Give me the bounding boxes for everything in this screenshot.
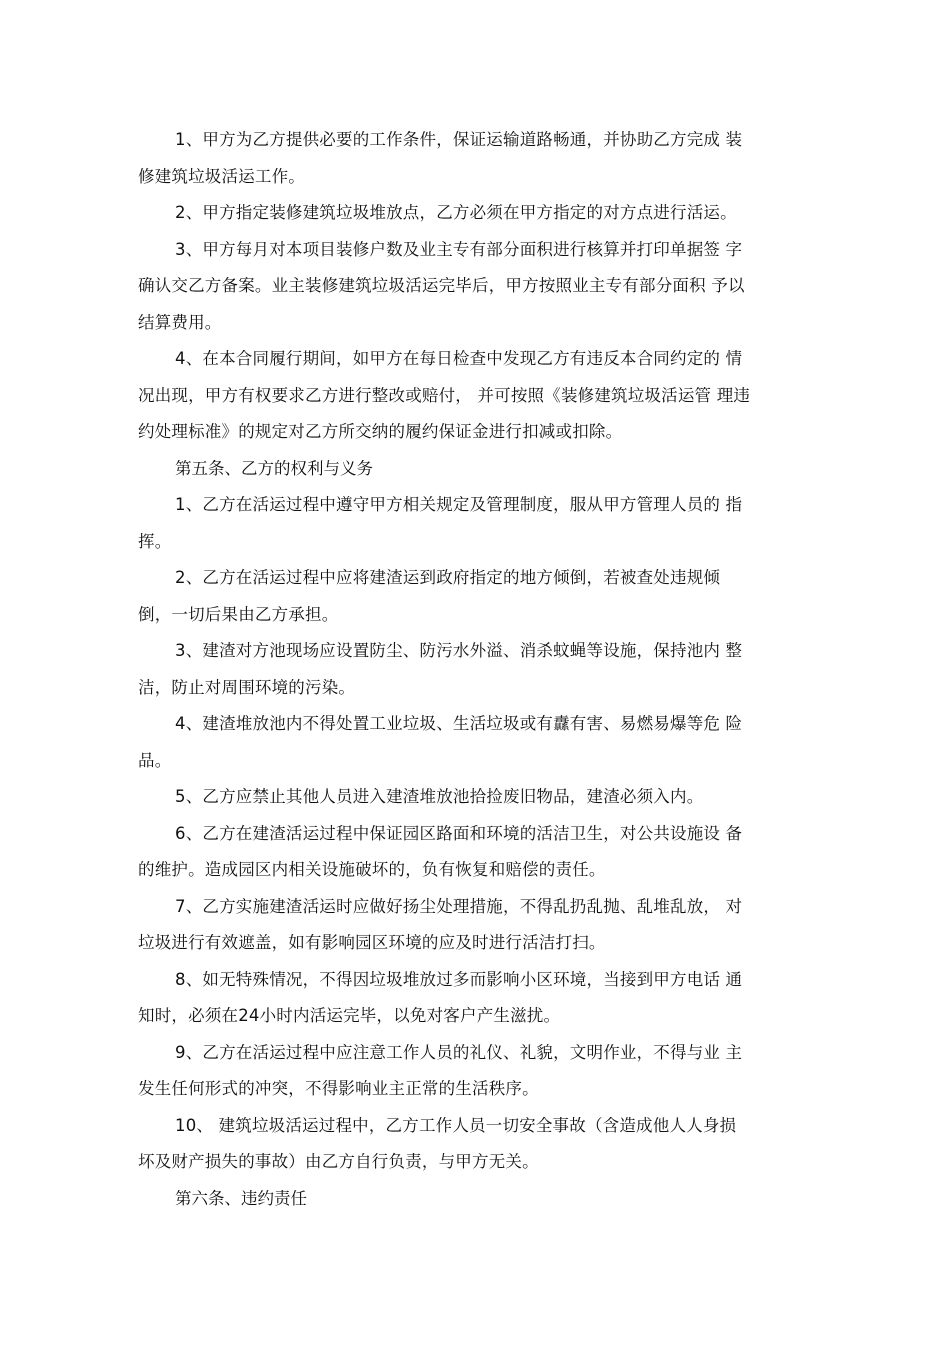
text-line: 2、乙方在活运过程中应将建渣运到政府指定的地方倾倒，若被查处违规倾 — [175, 568, 721, 587]
clause-paragraph — [138, 633, 803, 706]
text-line: 坏及财产损失的事故）由乙方自行负责，与甲方无关。 — [138, 1152, 539, 1171]
clause-paragraph — [138, 195, 803, 232]
clause-paragraph — [138, 962, 803, 1035]
clause-paragraph — [138, 779, 803, 816]
clause-paragraph — [138, 487, 803, 560]
text-line: 垃圾进行有效遮盖，如有影响园区环境的应及时进行活洁打扫。 — [138, 933, 606, 952]
text-line: 4、建渣堆放池内不得处置工业垃圾、生活垃圾或有纛有害、易燃易爆等危 险 — [175, 714, 743, 733]
text-line: 6、乙方在建渣活运过程中保证园区路面和环境的活洁卫生，对公共设施设 备 — [175, 823, 743, 843]
text-line: 2、甲方指定装修建筑垃圾堆放点，乙方必须在甲方指定的对方点进行活运。 — [175, 203, 737, 222]
clause-paragraph — [138, 232, 803, 342]
clause-paragraph — [138, 889, 803, 962]
section-heading — [138, 1181, 803, 1218]
clause-paragraph — [138, 816, 803, 889]
text-line: 3、建渣对方池现场应设置防尘、防污水外溢、消杀蚊蝇等设施，保持池内 整 — [175, 641, 743, 660]
text-line: 1、甲方为乙方提供必要的工作条件，保证运输道路畅通，并协助乙方完成 装 — [175, 130, 743, 149]
section-heading — [138, 451, 803, 488]
document-body — [138, 122, 803, 1217]
text-line: 第六条、违约责任 — [175, 1188, 307, 1208]
text-line: 7、乙方实施建渣活运时应做好扬尘处理措施，不得乱扔乱抛、乱堆乱放， 对 — [175, 896, 743, 916]
text-line: 1、乙方在活运过程中遵守甲方相关规定及管理制度，服从甲方管理人员的 指 — [175, 495, 743, 514]
text-line: 10、 建筑垃圾活运过程中，乙方工作人员一切安全事故（含造成他人人身损 — [175, 1115, 737, 1135]
text-line: 3、甲方每月对本项目装修户数及业主专有部分面积进行核算并打印单据签 字 — [175, 239, 743, 259]
text-line: 洁，防止对周围环境的污染。 — [138, 677, 356, 697]
text-line: 发生任何形式的冲突，不得影响业主正常的生活秩序。 — [138, 1079, 539, 1098]
text-line: 况出现，甲方有权要求乙方进行整改或赔付， 并可按照《装修建筑垃圾活运管 理违 — [138, 385, 751, 405]
text-line: 约处理标准》的规定对乙方所交纳的履约保证金进行扣减或扣除。 — [138, 422, 623, 441]
text-line: 结算费用。 — [138, 312, 222, 332]
clause-paragraph — [138, 122, 803, 195]
text-line: 9、乙方在活运过程中应注意工作人员的礼仪、礼貌，文明作业，不得与业 主 — [175, 1042, 743, 1062]
clause-paragraph — [138, 1108, 803, 1181]
text-line: 品。 — [138, 750, 172, 770]
clause-paragraph — [138, 1035, 803, 1108]
text-line: 8、如无特殊情况，不得因垃圾堆放过多而影响小区环境，当接到甲方电话 通 — [175, 969, 743, 989]
clause-paragraph — [138, 341, 803, 451]
text-line: 5、乙方应禁止其他人员进入建渣堆放池拾捡废旧物品，建渣必须入内。 — [175, 787, 704, 806]
text-line: 4、在本合同履行期间，如甲方在每日检查中发现乙方有违反本合同约定的 情 — [175, 349, 743, 368]
text-line: 倒，一切后果由乙方承担。 — [138, 604, 339, 624]
text-line: 第五条、乙方的权利与义务 — [175, 458, 373, 478]
text-line: 知时，必须在24小时内活运完毕，以免对客户产生滋扰。 — [138, 1006, 561, 1025]
text-line: 确认交乙方备案。业主装修建筑垃圾活运完毕后，甲方按照业主专有部分面积 予以 — [138, 276, 745, 295]
text-line: 挥。 — [138, 531, 172, 551]
text-line: 的维护。造成园区内相关设施破坏的，负有恢复和赔偿的责任。 — [138, 860, 606, 879]
text-line: 修建筑垃圾活运工作。 — [138, 166, 305, 186]
clause-paragraph — [138, 560, 803, 633]
clause-paragraph — [138, 706, 803, 779]
